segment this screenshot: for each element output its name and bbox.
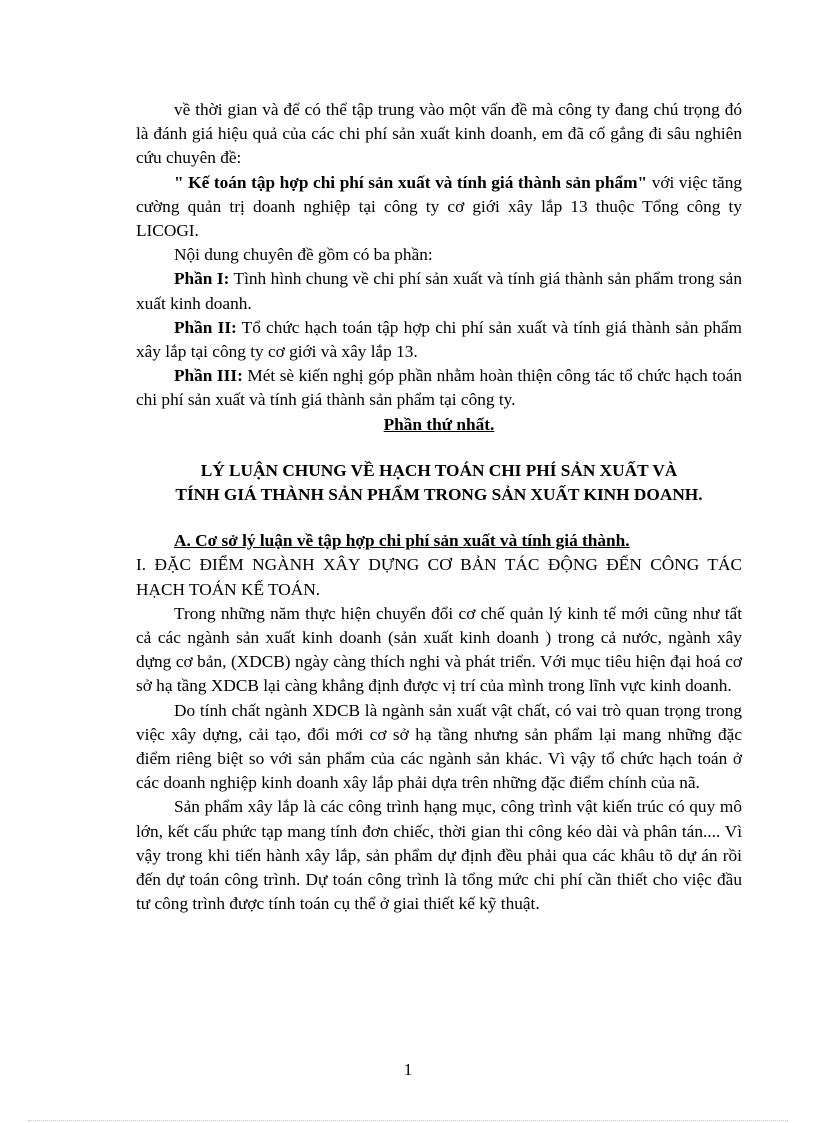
chapter-title-line2: TÍNH GIÁ THÀNH SẢN PHẨM TRONG SẢN XUẤT KINH DOANH.: [175, 485, 703, 505]
part1-label: Phần I:: [174, 269, 230, 289]
part3-text: Mét sè kiến nghị góp phần nhằm hoàn thiện công tác tổ chức hạch toán chi phí sản xuất và tính giá thành sản phẩm tại công ty.: [136, 366, 743, 410]
page-number: 1: [403, 1060, 413, 1079]
topic-rest: với việc tăng cường quản trị doanh nghiệp tại công ty cơ giới xây lắp 13 thuộc Tổng công ty LICOGI.: [136, 172, 742, 241]
intro-paragraph: về thời gian và để có thể tập trung vào một vấn đề mà công ty đang chú trọng đó là đánh giá hiệu quả của các chi phí sản xuất kinh doanh, em đã cố gắng đi sâu nghiên cứu chuyên đề:: [136, 100, 742, 168]
section-a-heading: A. Cơ sở lý luận về tập hợp chi phí sản xuất và tính giá thành.: [174, 531, 630, 551]
part1-text: Tình hình chung về chi phí sản xuất và tính giá thành sản phẩm trong sản xuất kinh doanh.: [136, 269, 742, 313]
part2-text: Tổ chức hạch toán tập hợp chi phí sản xuất và tính giá thành sản phẩm xây lắp tại công ty cơ giới và xây lắp 13.: [136, 317, 742, 362]
part2-label: Phần II:: [174, 317, 237, 337]
body-paragraph-3: Sản phẩm xây lắp là các công trình hạng mục, công trình vật kiến trúc có quy mô lớn, kết cấu phức tạp mang tính đơn chiếc, thời gian thi công kéo dài và phân tán.... Vì vậy trong khi tiến hành xây lắp, sản phẩm dự định đều phải qua các khâu tõ dự án rồi đến dự toán công trình. Dự toán công trình là tổng mức chi phí cần thiết cho việc đầu tư công trình được tính toán cụ thể ở giai thiết kế kỹ thuật.: [136, 797, 742, 914]
part1-paragraph: [136, 267, 742, 315]
document-page: [136, 98, 742, 917]
section-i-heading: I. ĐẶC ĐIỂM NGÀNH XÂY DỰNG CƠ BẢN TÁC ĐỘNG ĐẾN CÔNG TÁC HẠCH TOÁN KẾ TOÁN.: [136, 555, 742, 599]
part3-paragraph: [136, 364, 742, 412]
body-paragraph-1: Trong những năm thực hiện chuyển đổi cơ chế quản lý kinh tế mới cũng như tất cả các ngành sản xuất kinh doanh (sản xuất kinh doanh ) trong cả nước, ngành xây dựng cơ bản, (XDCB) ngày càng thích nghi và phát triển. Với mục tiêu hiện đại hoá cơ sở hạ tầng XDCB lại càng khẳng định được vị trí của mình trong lĩnh vực kinh doanh.: [136, 603, 742, 696]
contents-intro: Nội dung chuyên đề gồm có ba phần:: [174, 245, 433, 265]
chapter-title-line1: LÝ LUẬN CHUNG VỀ HẠCH TOÁN CHI PHÍ SẢN XUẤT VÀ: [200, 460, 678, 480]
part3-label: Phần III:: [174, 366, 243, 386]
part-heading: Phần thứ nhất.: [383, 414, 495, 434]
chapter-title: [136, 459, 742, 507]
footer-divider: [28, 1120, 788, 1121]
body-paragraph-2: Do tính chất ngành XDCB là ngành sản xuất vật chất, có vai trò quan trọng trong việc xây dựng, cải tạo, đổi mới cơ sở hạ tầng nhưng sản phẩm lại mang những đặc điểm riêng biệt so với sản phẩm của các ngành sản khác. Vì vậy tổ chức hạch toán ở các doanh nghiệp kinh doanh xây lắp phải dựa trên những đặc điểm chính của nã.: [136, 700, 742, 793]
topic-title: " Kế toán tập hợp chi phí sản xuất và tính giá thành sản phẩm": [174, 172, 648, 192]
part2-paragraph: [136, 316, 742, 364]
topic-paragraph: [136, 171, 742, 244]
